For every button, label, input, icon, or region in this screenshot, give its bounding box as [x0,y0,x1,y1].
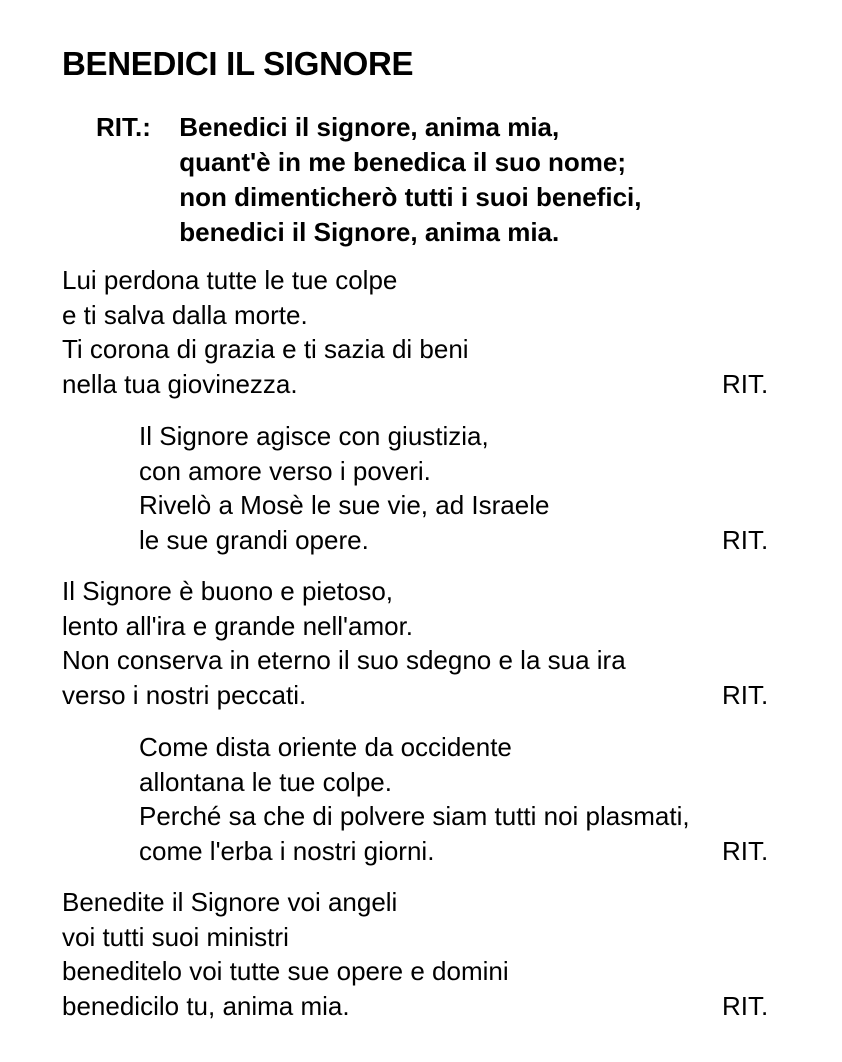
verse-line: benedicilo tu, anima mia. [62,990,350,1021]
stanza-5 [62,885,509,1023]
verse-line: Lui perdona tutte le tue colpe [62,265,398,295]
refrain-text: quant'è in me benedica il suo nome; [179,147,627,177]
verse-line: Rivelò a Mosè le sue vie, ad Israele [139,490,550,520]
verse-line: Ti corona di grazia e ti sazia di beni [62,334,469,364]
verse-line: Il Signore agisce con giustizia, [139,421,489,451]
song-title: BENEDICI IL SIGNORE [62,45,414,82]
rit-marker: RIT. [722,835,769,866]
refrain-line [96,145,641,180]
refrain-line [96,180,641,215]
stanza-4 [139,730,690,868]
refrain-line [96,110,641,145]
refrain-text: non dimenticherò tutti i suoi benefici, [179,182,642,212]
refrain-text: Benedici il signore, anima mia, [179,112,560,142]
rit-marker: RIT. [722,524,769,555]
verse-line: con amore verso i poveri. [139,455,431,486]
refrain-line [96,215,641,250]
stanza-3 [62,574,626,712]
stanza-2 [139,419,549,557]
refrain-block [96,110,641,250]
verse-line: Benedite il Signore voi angeli [62,887,398,917]
verse-line: le sue grandi opere. [139,524,369,555]
rit-marker: RIT. [722,368,769,399]
verse-line: voi tutti suoi ministri [62,921,289,952]
verse-line: Perché sa che di polvere siam tutti noi plasmati, [139,801,690,831]
verse-line: nella tua giovinezza. [62,368,298,399]
rit-marker: RIT. [722,990,769,1021]
verse-line: Non conserva in eterno il suo sdegno e la sua ira [62,645,626,675]
verse-line: lento all'ira e grande nell'amor. [62,610,414,641]
verse-line: Il Signore è buono e pietoso, [62,576,394,606]
verse-line: allontana le tue colpe. [139,766,392,797]
verse-line: beneditelo voi tutte sue opere e domini [62,956,509,986]
verse-line: e ti salva dalla morte. [62,299,308,330]
refrain-text: benedici il Signore, anima mia. [179,217,560,247]
verse-line: Come dista oriente da occidente [139,732,512,762]
verse-line: verso i nostri peccati. [62,679,307,710]
rit-marker: RIT. [722,679,769,710]
verse-line: come l'erba i nostri giorni. [139,835,435,866]
refrain-label: RIT.: [96,112,151,142]
stanza-1 [62,263,469,401]
